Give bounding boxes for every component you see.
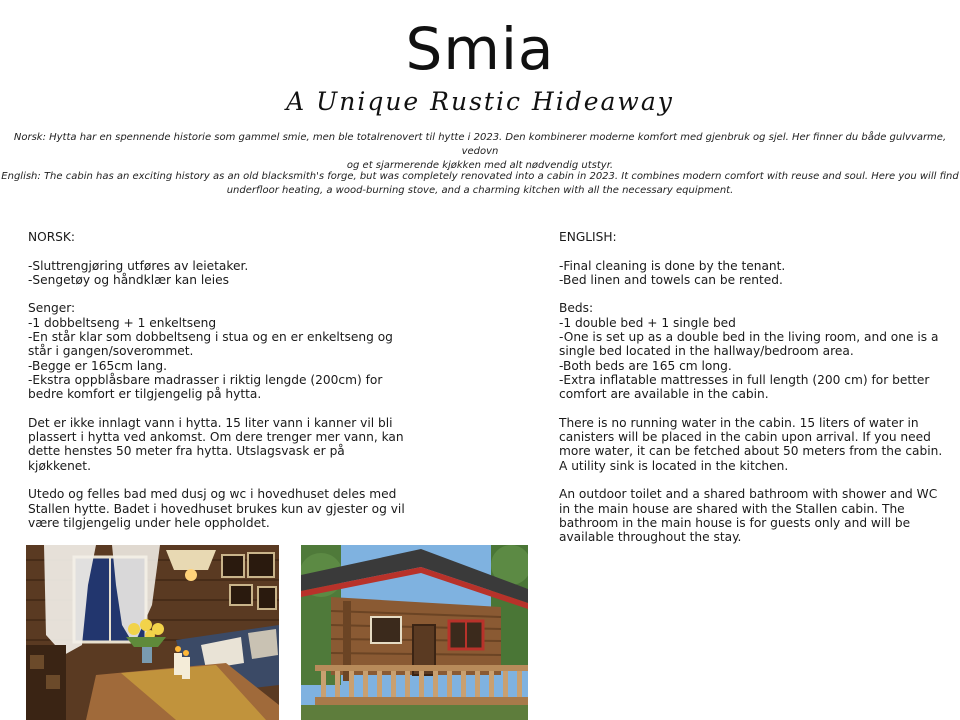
english-water-line: There is no running water in the cabin. 15 liters of water in xyxy=(559,415,919,430)
english-beds-line: -Extra inflatable mattresses in full length (200 cm) for better xyxy=(559,372,930,387)
english-beds-line: -1 double bed + 1 single bed xyxy=(559,315,736,330)
norsk-water-line: dette henstes 50 meter fra hytta. Utslagsvask er på xyxy=(28,444,345,459)
english-beds-line: -One is set up as a double bed in the living room, and one is a xyxy=(559,330,939,345)
exterior-photo-drawing xyxy=(301,545,528,720)
english-beds-line: -Both beds are 165 cm long. xyxy=(559,358,732,373)
norsk-bath-line: Stallen hytte. Badet i hovedhuset brukes kun av gjester og vil xyxy=(28,501,405,516)
intro-norsk xyxy=(0,131,960,173)
exterior-photo xyxy=(301,545,528,720)
interior-photo xyxy=(26,545,279,720)
intro-english-line: underfloor heating, a wood-burning stove, and a charming kitchen with all the necessary equipment. xyxy=(226,185,734,196)
english-beds-line: single bed located in the hallway/bedroom area. xyxy=(559,344,854,359)
english-water-line: more water, it can be fetched about 50 meters from the cabin. xyxy=(559,444,943,459)
english-beds-line: comfort are available in the cabin. xyxy=(559,387,769,402)
intro-english-line: English: The cabin has an exciting history as an old blacksmith's forge, but was completely renovated into a cabin in 2023. It combines modern comfort with reuse and soul. Here you will find xyxy=(1,171,959,182)
english-bath-line: An outdoor toilet and a shared bathroom with shower and WC xyxy=(559,487,938,502)
norsk-beds-line: -En står klar som dobbeltseng i stua og en er enkeltseng og xyxy=(28,330,393,345)
norsk-column xyxy=(28,230,408,545)
english-bath-line: bathroom in the main house is for guests only and will be xyxy=(559,515,911,530)
norsk-beds-line: -Begge er 165cm lang. xyxy=(28,358,167,373)
norsk-beds-line: -1 dobbeltseng + 1 enkeltseng xyxy=(28,315,217,330)
english-bath-line: in the main house are shared with the Stallen cabin. The xyxy=(559,501,905,516)
intro-norsk-line: Norsk: Hytta har en spennende historie som gammel smie, men ble totalrenovert til hytte i 2023. Den kombinerer moderne komfort med gjenbruk og sjel. Her finner du både gulvvarme, vedovn xyxy=(13,132,947,157)
norsk-heading: NORSK: xyxy=(28,230,76,244)
norsk-linen: -Sengetøy og håndklær kan leies xyxy=(28,272,229,287)
norsk-water-line: Det er ikke innlagt vann i hytta. 15 liter vann i kanner vil bli xyxy=(28,415,393,430)
norsk-bath-line: være tilgjengelig under hele oppholdet. xyxy=(28,515,270,530)
english-beds-heading: Beds: xyxy=(559,301,594,316)
norsk-bath-line: Utedo og felles bad med dusj og wc i hovedhuset deles med xyxy=(28,487,397,502)
page-title: Smia xyxy=(405,15,555,83)
page-subtitle: A Unique Rustic Hideaway xyxy=(286,87,674,116)
english-heading: ENGLISH: xyxy=(559,230,617,244)
english-column xyxy=(559,230,949,559)
norsk-cleaning: -Sluttrengjøring utføres av leietaker. xyxy=(28,258,249,273)
english-bath-line: available throughout the stay. xyxy=(559,530,742,545)
norsk-beds-line: -Ekstra oppblåsbare madrasser i riktig lengde (200cm) for xyxy=(28,372,383,387)
english-water-line: canisters will be placed in the cabin upon arrival. If you need xyxy=(559,430,931,445)
norsk-beds-heading: Senger: xyxy=(28,301,76,316)
intro-norsk-line: og et sjarmerende kjøkken med alt nødvendig utstyr. xyxy=(346,160,614,171)
intro-english xyxy=(0,170,960,198)
norsk-beds-line: står i gangen/soverommet. xyxy=(28,344,194,359)
norsk-beds-line: bedre komfort er tilgjengelig på hytta. xyxy=(28,387,262,402)
english-water-line: A utility sink is located in the kitchen. xyxy=(559,458,789,473)
norsk-water-line: plassert i hytta ved ankomst. Om dere trenger mer vann, kan xyxy=(28,430,404,445)
interior-photo-drawing xyxy=(26,545,279,720)
norsk-water-line: kjøkkenet. xyxy=(28,458,91,473)
english-linen: -Bed linen and towels can be rented. xyxy=(559,272,783,287)
english-cleaning: -Final cleaning is done by the tenant. xyxy=(559,258,786,273)
